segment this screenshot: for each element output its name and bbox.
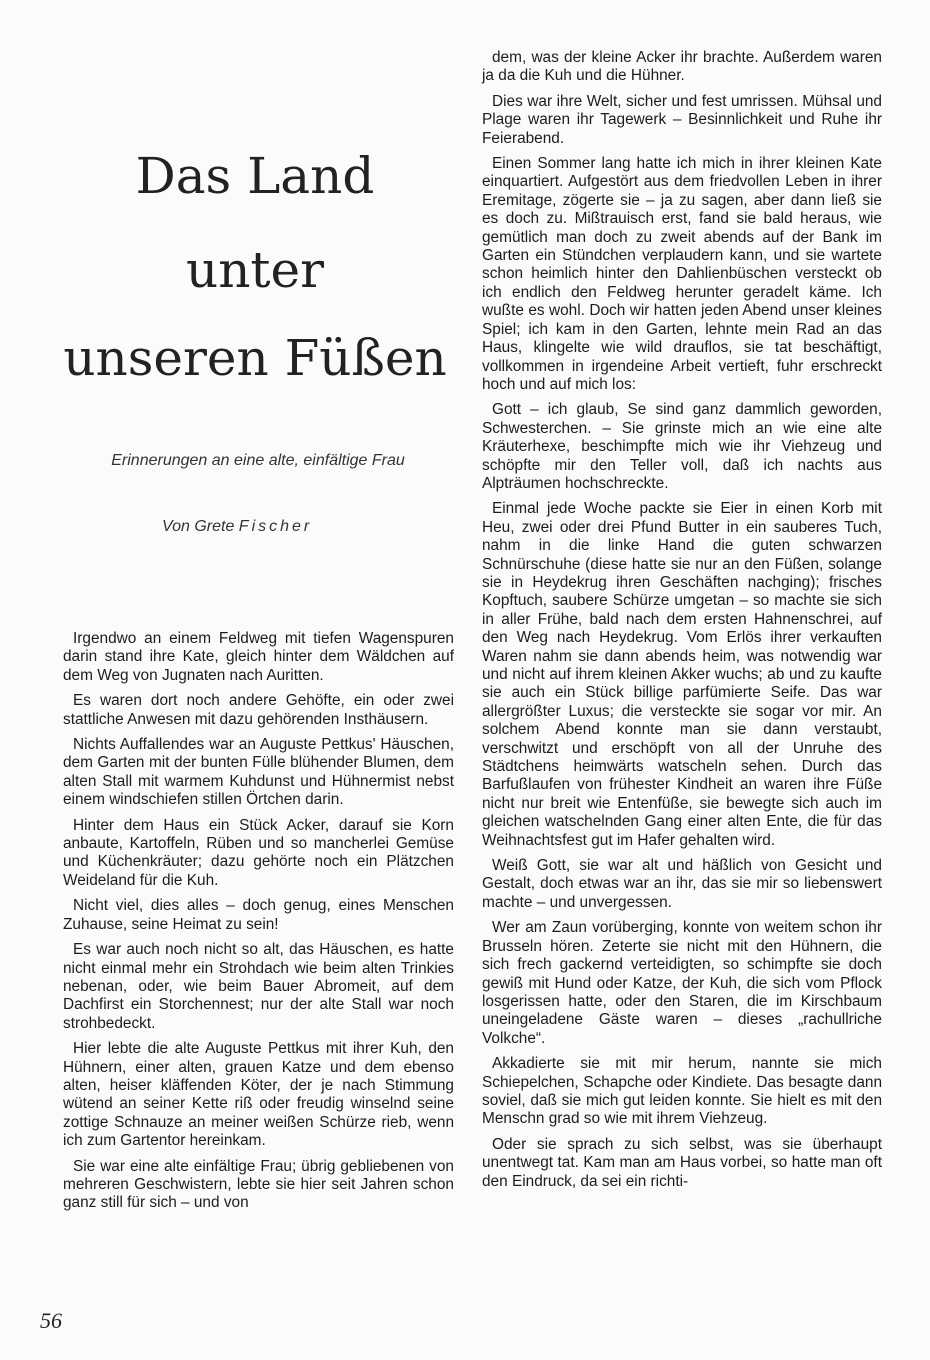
left-paragraph-4: Hinter dem Haus ein Stück Acker, darauf sie Korn anbaute, Kartoffeln, Rüben und so mancherlei Gemüse und Küchenkräuter; dazu gehörte noch ein Plätzchen Weideland für die Kuh. (63, 816, 454, 889)
right-paragraph-6: Weiß Gott, sie war alt und häßlich von Gesicht und Gestalt, doch etwas war an ihr, das sie mir so liebenswert machte – und unvergessen. (482, 857, 882, 911)
article-byline (162, 518, 312, 536)
right-paragraph-3: Einen Sommer lang hatte ich mich in ihrer kleinen Kate einquartiert. Aufgestört aus dem friedvollen Leben in ihrer Eremitage, zögerte sie – ja zu sagen, aber dann ließ sie es doch zu. Mißtrauisch erst, fand sie bald heraus, wie gemütlich man doch zu zweit abends auf der Bank im Garten ein Stündchen verplaudern kann, und sie wartete schon heimlich hinter den Dahlienbüschen versteckt ob ich endlich den Feldweg herunter geradelt käme. Ich wußte es wohl. Doch wir hatten jeden Abend unser kleines Spiel; ich kam in den Garten, lehnte mein Rad an das Haus, klingelte wie wild drauflos, sie tat beschäftigt, vollkommen in irgendeine Arbeit vertieft, fuhr erschreckt hoch und auf mich los: (482, 155, 882, 393)
byline-prefix: Von Grete (162, 518, 235, 535)
right-paragraph-9: Oder sie sprach zu sich selbst, was sie überhaupt unentwegt tat. Kam man am Haus vorbei, so hatte man oft den Eindruck, da sei ein richti- (482, 1135, 882, 1190)
right-paragraph-4: Gott – ich glaub, Se sind ganz dammlich geworden, Schwesterchen. – Sie grinste mich an wie eine alte Kräuterhexe, beschimpfte mich wie ihr Viehzeug und schöpfte mir den Teller voll, daß ich nachts aus Alpträumen hochschreckte. (482, 401, 882, 492)
left-paragraph-2: Es waren dort noch andere Gehöfte, ein oder zwei stattliche Anwesen mit dazu gehörenden Insthäusern. (63, 692, 454, 728)
right-paragraph-7: Wer am Zaun vorüberging, konnte von weitem schon ihr Brusseln hören. Zeterte sie nicht mit den Hühnern, die sich frech gackernd verteidigten, so schimpfte sie doch gewiß mit Hund oder Katze, der Kuh, die sich vom Pflock losgerissen hatte, oder den Staren, die im Kirschbaum uneingeladene Gäste waren – dieses „rachullriche Volkche“. (482, 919, 882, 1047)
article-title-line-2: unter (186, 241, 324, 299)
page-number: 56 (40, 1308, 62, 1333)
right-paragraph-1: dem, was der kleine Acker ihr brachte. Außerdem waren ja da die Kuh und die Hühner. (482, 49, 882, 85)
byline-surname: Fischer (238, 518, 313, 535)
article-title-line-3: unseren Füßen (63, 329, 447, 387)
left-paragraph-8: Sie war eine alte einfältige Frau; übrig gebliebenen von mehreren Geschwistern, lebte sie hier seit Jahren schon ganz still für sich – und von (63, 1157, 454, 1212)
right-paragraph-5: Einmal jede Woche packte sie Eier in einen Korb mit Heu, zwei oder drei Pfund Butter in ein sauberes Tuch, nahm in die linke Hand die guten schwarzen Schnürschuhe (diese hatte sie nur an den Füßen, solange sie in Heydekrug ihren Geschäften nachging); frisches Kopftuch, saubere Schürze umgetan – so machte sie sich in aller Frühe, bald nach dem ersten Hahnenschrei, auf den Weg nach Heydekrug. Vom Erlös ihrer verkauften Waren nahm sie dann abends heim, was notwendig war und nicht auf ihrem kleinen Akker wuchs; ab und zu kaufte sie auch ein Stück billige parfümierte Seife. Das war allergrößter Luxus; die versteckte sie sogar vor mir. An solchem Abend konnte man sie dann verstaubt, verschwitzt und erschöpft von all der Unruhe des Städtchens heimwärts watscheln sehen. Durch das Barfußlaufen von frühester Kindheit an waren ihre Füße nicht nur breit wie Entenfüße, sie bewegte sich auch im gleichen watschelnden Gang einer alten Ente, die für das Weihnachtsfest gut im Hafer gehalten wird. (482, 500, 882, 849)
left-paragraph-7: Hier lebte die alte Auguste Pettkus mit ihrer Kuh, den Hühnern, einer alten, grauen Katze und dem ebenso alten, heiser kläffenden Köter, der je nach Stimmung wütend an seiner Kette riß oder freudig winselnd seine zottige Schnauze an meiner weißen Schürze rieb, wenn ich zum Gartentor hereinkam. (63, 1040, 454, 1150)
left-paragraph-3: Nichts Auffallendes war an Auguste Pettkus' Häuschen, dem Garten mit der bunten Fülle blühender Blumen, dem alten Stall mit warmem Kuhdunst und Hühnermist nebst einem windschiefen stillen Örtchen darin. (63, 736, 454, 809)
article-title-line-1: Das Land (135, 147, 375, 205)
right-text-column (482, 49, 882, 1198)
left-paragraph-1: Irgendwo an einem Feldweg mit tiefen Wagenspuren darin stand ihre Kate, gleich hinter dem Wäldchen auf dem Weg von Jugnaten nach Auritten. (63, 630, 454, 684)
left-paragraph-6: Es war auch noch nicht so alt, das Häuschen, es hatte nicht einmal mehr ein Strohdach wie beim alten Trinkies nebenan, oder, wie beim Bauer Abromeit, auf dem Dachfirst ein Storchennest; nur der alte Stall war noch strohbedeckt. (63, 941, 454, 1032)
right-paragraph-2: Dies war ihre Welt, sicher und fest umrissen. Mühsal und Plage waren ihr Tagewerk – Besinnlichkeit und Ruhe ihr Feierabend. (482, 92, 882, 147)
left-paragraph-5: Nicht viel, dies alles – doch genug, eines Menschen Zuhause, seine Heimat zu sein! (63, 897, 454, 933)
left-text-column (63, 630, 454, 1220)
article-subtitle: Erinnerungen an eine alte, einfältige Frau (111, 452, 405, 469)
right-paragraph-8: Akkadierte sie mit mir herum, nannte sie mich Schiepelchen, Schapche oder Kindiete. Das besagte dann soviel, daß sie mich gut leiden konnte. Sie hielt es mit den Menschn grad so wie mit ihrem Viehzeug. (482, 1055, 882, 1128)
